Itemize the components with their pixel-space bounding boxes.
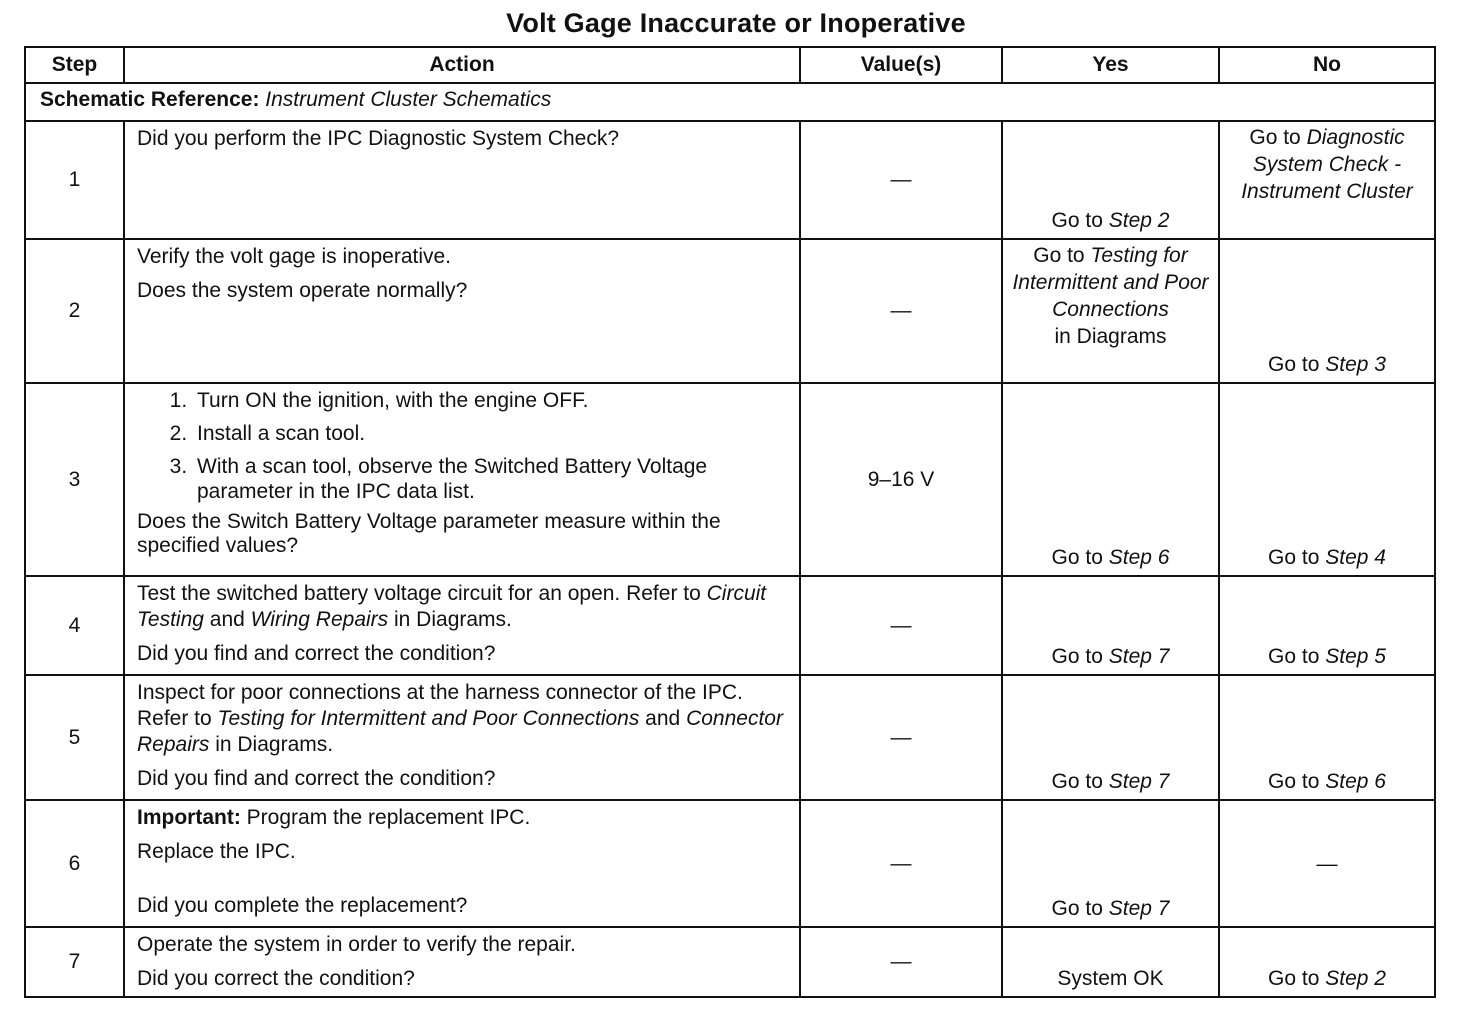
action-cell (124, 239, 800, 383)
no-prefix: Go to (1268, 546, 1326, 569)
yes-text: System OK (1057, 967, 1164, 990)
no-link[interactable]: Step 2 (1325, 967, 1386, 990)
table-row (25, 576, 1435, 675)
action-text-part: and (639, 707, 687, 730)
no-link[interactable]: Step 6 (1325, 770, 1386, 793)
value-cell: — (800, 800, 1002, 927)
yes-prefix: Go to (1051, 546, 1109, 569)
yes-cell (1002, 383, 1219, 576)
action-text: Operate the system in order to verify the repair. (137, 933, 576, 956)
step-number: 6 (25, 800, 124, 927)
step-number: 2 (25, 239, 124, 383)
action-text (137, 581, 787, 633)
important-note (137, 805, 787, 831)
schematic-reference-label: Schematic Reference: (40, 88, 260, 111)
connector-repairs-link[interactable]: Connector Repairs (137, 707, 783, 756)
value-cell: — (800, 239, 1002, 383)
no-prefix: Go to (1268, 967, 1326, 990)
no-link[interactable]: Diagnostic System Check - Instrument Cluster (1241, 126, 1413, 203)
step-number: 1 (25, 121, 124, 239)
diagnostic-table (24, 46, 1436, 998)
table-row (25, 927, 1435, 997)
value-cell: — (800, 121, 1002, 239)
no-cell (1219, 383, 1435, 576)
action-text-part: in Diagrams. (388, 608, 512, 631)
yes-cell (1002, 576, 1219, 675)
action-text: Verify the volt gage is inoperative. (137, 245, 452, 268)
step-number: 5 (25, 675, 124, 800)
no-prefix: Go to (1268, 770, 1326, 793)
header-values: Value(s) (800, 47, 1002, 83)
yes-cell (1002, 927, 1219, 997)
circuit-testing-link[interactable]: Circuit Testing (137, 582, 767, 631)
no-prefix: Go to (1268, 645, 1326, 668)
action-question: Did you find and correct the condition? (137, 767, 496, 790)
value-cell: 9–16 V (800, 383, 1002, 576)
header-step: Step (25, 47, 124, 83)
no-link[interactable]: Step 4 (1325, 546, 1386, 569)
value-cell: — (800, 576, 1002, 675)
value-cell: — (800, 927, 1002, 997)
table-row (25, 383, 1435, 576)
schematic-reference-row (25, 83, 1435, 121)
list-item: 3. With a scan tool, observe the Switched Battery Voltage parameter in the IPC data list. (193, 454, 787, 504)
header-action: Action (124, 47, 800, 83)
action-question: Did you find and correct the condition? (137, 642, 496, 665)
yes-link[interactable]: Step 6 (1108, 546, 1170, 569)
no-cell (1219, 121, 1435, 239)
yes-prefix: Go to (1051, 645, 1109, 668)
page-title: Volt Gage Inaccurate or Inoperative (506, 8, 966, 38)
no-cell (1219, 576, 1435, 675)
action-steps-list (137, 388, 787, 504)
yes-link[interactable]: Testing for Intermittent and Poor Connections (1012, 244, 1209, 321)
action-cell (124, 927, 800, 997)
header-no: No (1219, 47, 1435, 83)
no-link[interactable]: Step 5 (1325, 645, 1386, 668)
header-yes: Yes (1002, 47, 1219, 83)
important-label: Important: (137, 806, 241, 829)
table-row (25, 239, 1435, 383)
yes-prefix: Go to (1051, 209, 1109, 232)
table-row (25, 800, 1435, 927)
table-row (25, 121, 1435, 239)
action-cell (124, 576, 800, 675)
header-row (25, 47, 1435, 83)
list-item: 1. Turn ON the ignition, with the engine OFF. (193, 388, 787, 414)
action-cell (124, 121, 800, 239)
no-cell (1219, 927, 1435, 997)
action-text-part: and (203, 608, 251, 631)
no-value: — (1316, 852, 1338, 875)
action-question: Did you perform the IPC Diagnostic System Check? (137, 127, 620, 150)
schematic-reference-link[interactable]: Instrument Cluster Schematics (265, 88, 552, 111)
step-number: 3 (25, 383, 124, 576)
yes-cell (1002, 800, 1219, 927)
no-link[interactable]: Step 3 (1325, 353, 1386, 376)
value-cell: — (800, 675, 1002, 800)
action-text (137, 680, 787, 758)
action-question: Does the system operate normally? (137, 279, 468, 302)
action-text-part: in Diagrams. (209, 733, 334, 756)
yes-link[interactable]: Step 2 (1108, 209, 1170, 232)
yes-prefix: Go to (1051, 770, 1109, 793)
no-cell (1219, 675, 1435, 800)
no-prefix: Go to (1249, 126, 1307, 149)
yes-link[interactable]: Step 7 (1108, 897, 1170, 920)
important-text: Program the replacement IPC. (240, 806, 531, 829)
no-cell (1219, 800, 1435, 927)
action-text-part: Inspect for poor connections at the harness connector of the IPC. Refer to (137, 681, 743, 730)
table-row (25, 675, 1435, 800)
action-cell (124, 800, 800, 927)
yes-link[interactable]: Step 7 (1108, 770, 1170, 793)
action-question: Did you complete the replacement? (137, 894, 468, 917)
action-question: Does the Switch Battery Voltage parameter measure within the specified values? (137, 510, 721, 557)
step-number: 7 (25, 927, 124, 997)
yes-prefix: Go to (1033, 244, 1091, 267)
yes-cell (1002, 121, 1219, 239)
schematic-reference (25, 83, 1435, 121)
action-question: Did you correct the condition? (137, 967, 415, 990)
yes-prefix: Go to (1051, 897, 1109, 920)
yes-cell (1002, 239, 1219, 383)
no-cell (1219, 239, 1435, 383)
action-text: Replace the IPC. (137, 840, 296, 863)
yes-link[interactable]: Step 7 (1108, 645, 1170, 668)
yes-cell (1002, 675, 1219, 800)
step-number: 4 (25, 576, 124, 675)
action-text-part: Test the switched battery voltage circuit for an open. Refer to (137, 582, 707, 605)
yes-suffix: in Diagrams (1054, 325, 1167, 348)
no-prefix: Go to (1268, 353, 1326, 376)
action-cell (124, 383, 800, 576)
wiring-repairs-link[interactable]: Wiring Repairs (250, 608, 389, 631)
action-cell (124, 675, 800, 800)
list-item: 2. Install a scan tool. (193, 421, 787, 447)
testing-intermittent-link[interactable]: Testing for Intermittent and Poor Connections (217, 707, 640, 730)
